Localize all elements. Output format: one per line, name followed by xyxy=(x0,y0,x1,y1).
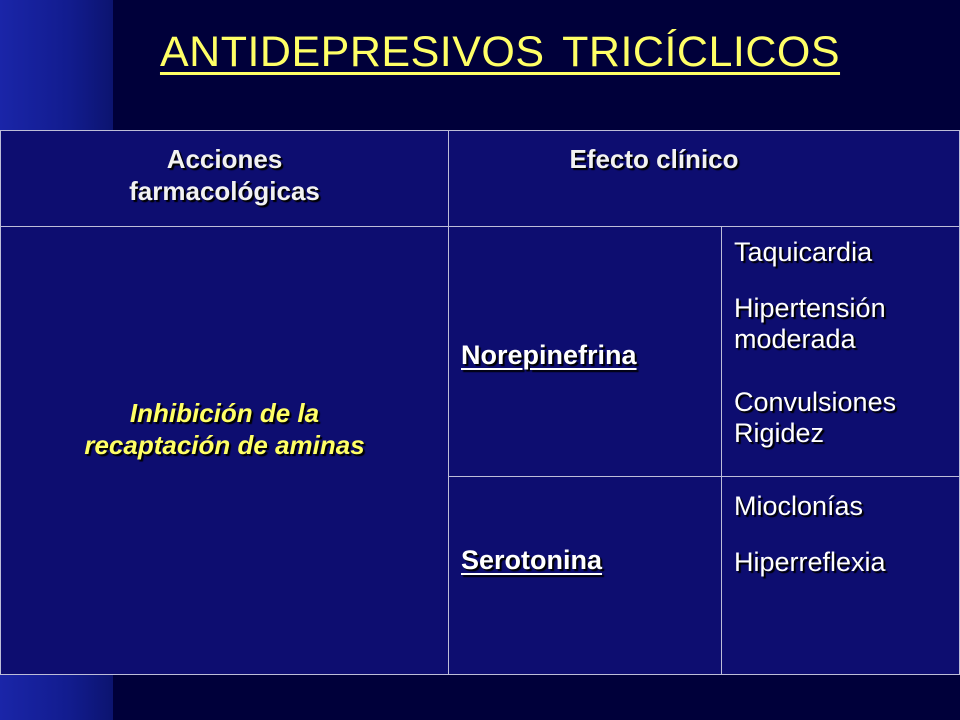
norepinefrina-cell xyxy=(448,226,722,477)
effect-taquicardia: Taquicardia xyxy=(734,237,873,267)
serotonina-effects-cell xyxy=(721,476,960,675)
effect-hiperreflexia: Hiperreflexia xyxy=(734,547,886,577)
slide-title: ANTIDEPRESIVOS TRICÍCLICOS xyxy=(159,28,841,76)
action-cell xyxy=(0,226,449,675)
effect-convulsiones: Convulsiones Rigidez xyxy=(734,387,897,448)
serotonina-label: Serotonina xyxy=(461,545,603,575)
action-line2: recaptación de aminas xyxy=(84,430,365,460)
header-acciones-line2: farmacológicas xyxy=(129,176,320,206)
header-efecto-label: Efecto clínico xyxy=(569,144,739,174)
header-acciones-cell xyxy=(0,130,449,227)
action-line1: Inhibición de la xyxy=(129,398,320,428)
norepinefrina-effects-cell xyxy=(721,226,960,477)
norepinefrina-label: Norepinefrina xyxy=(461,340,637,370)
pharmacology-table xyxy=(0,130,960,675)
header-efecto-cell xyxy=(448,130,960,227)
serotonina-cell xyxy=(448,476,722,675)
effect-hipertension: Hipertensión moderada xyxy=(734,293,886,354)
effect-mioclonias: Mioclonías xyxy=(734,491,864,521)
header-acciones-line1: Acciones xyxy=(166,144,283,174)
